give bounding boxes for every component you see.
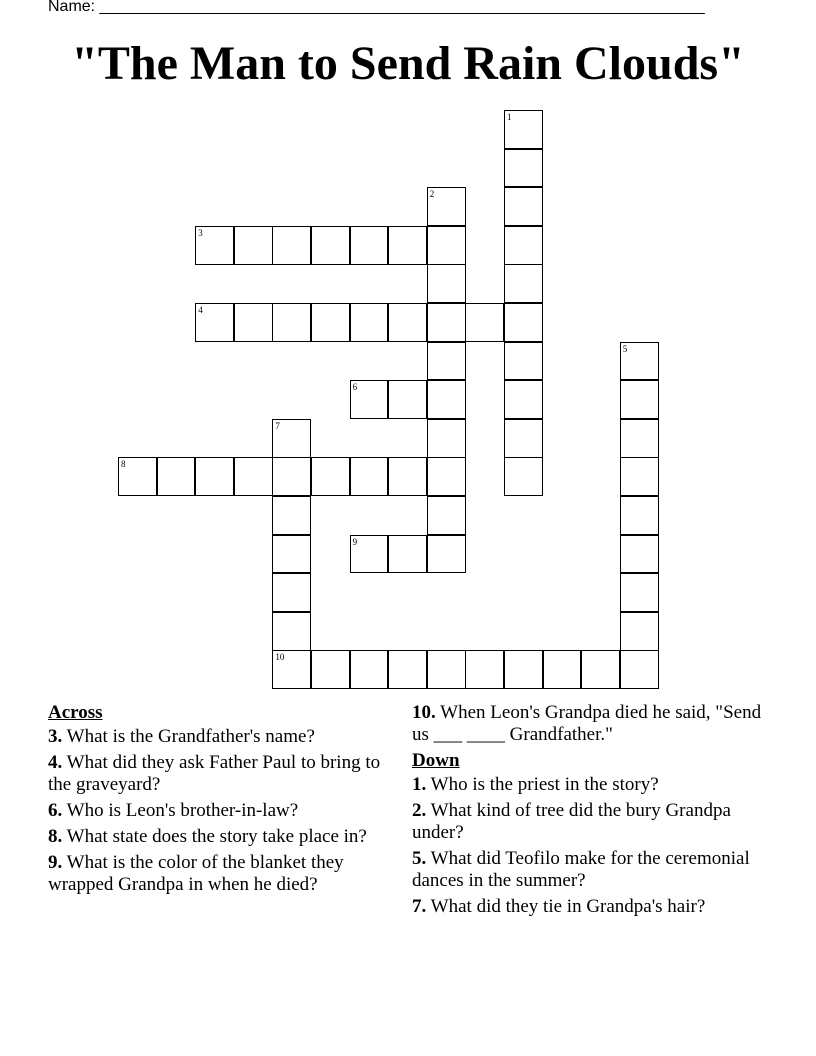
crossword-cell[interactable]: [195, 303, 234, 342]
clue-text: What did they tie in Grandpa's hair?: [430, 896, 706, 917]
clue-down-7: [412, 896, 772, 918]
crossword-cell[interactable]: [350, 380, 389, 419]
clue-text: When Leon's Grandpa died he said, "Send us ___ ____ Grandfather.": [412, 702, 762, 745]
crossword-cell[interactable]: [504, 226, 543, 265]
clue-down-1: [412, 774, 772, 796]
crossword-cell[interactable]: [620, 612, 659, 651]
cell-number: 1: [507, 112, 512, 122]
clue-number: 4.: [48, 752, 63, 773]
crossword-cell[interactable]: [620, 650, 659, 689]
crossword-cell[interactable]: [504, 264, 543, 303]
crossword-cell[interactable]: [272, 496, 311, 535]
crossword-cell[interactable]: [427, 187, 466, 226]
across-clues-column: [48, 702, 388, 900]
crossword-cell[interactable]: [272, 612, 311, 651]
crossword-cell[interactable]: [388, 457, 427, 496]
crossword-cell[interactable]: [504, 303, 543, 342]
crossword-cell[interactable]: [620, 496, 659, 535]
crossword-cell[interactable]: [388, 535, 427, 574]
clue-across-6: [48, 800, 388, 822]
crossword-cell[interactable]: [350, 303, 389, 342]
crossword-cell[interactable]: [504, 650, 543, 689]
crossword-cell[interactable]: [427, 264, 466, 303]
crossword-cell[interactable]: [504, 342, 543, 381]
crossword-cell[interactable]: [311, 303, 350, 342]
crossword-cell[interactable]: [311, 226, 350, 265]
down-clues-column: [412, 702, 772, 922]
clue-number: 5.: [412, 848, 427, 869]
cell-number: 4: [198, 305, 203, 315]
clue-down-5: [412, 848, 772, 892]
crossword-cell[interactable]: [427, 419, 466, 458]
cell-number: 3: [198, 227, 203, 238]
clue-text: What is the Grandfather's name?: [66, 726, 315, 747]
crossword-cell[interactable]: [427, 496, 466, 535]
crossword-cell[interactable]: [581, 650, 620, 689]
cell-number: 2: [429, 189, 435, 200]
crossword-cell[interactable]: [427, 342, 466, 381]
clue-text: What did Teofilo make for the ceremonial dances in the summer?: [412, 848, 750, 891]
crossword-cell[interactable]: [620, 457, 659, 496]
crossword-cell[interactable]: [388, 303, 427, 342]
cell-number: 5: [622, 343, 628, 354]
cell-number: 9: [352, 536, 358, 547]
clue-text: What did they ask Father Paul to bring to the graveyard?: [48, 752, 381, 795]
crossword-cell[interactable]: [427, 457, 466, 496]
crossword-cell[interactable]: [157, 457, 196, 496]
crossword-cell[interactable]: [272, 419, 311, 458]
clue-across-4: [48, 752, 388, 796]
crossword-cell[interactable]: [427, 303, 466, 342]
clue-down-2: [412, 800, 772, 844]
crossword-cell[interactable]: [195, 226, 234, 265]
crossword-cell[interactable]: [427, 535, 466, 574]
crossword-cell[interactable]: [388, 226, 427, 265]
crossword-cell[interactable]: [234, 226, 273, 265]
clue-text: What kind of tree did the bury Grandpa under?: [412, 800, 731, 843]
crossword-cell[interactable]: [118, 457, 157, 496]
crossword-cell[interactable]: [620, 573, 659, 612]
clue-text: Who is the priest in the story?: [430, 774, 659, 795]
clue-text: What is the color of the blanket they wrapped Grandpa in when he died?: [48, 852, 344, 895]
crossword-cell[interactable]: [620, 419, 659, 458]
cell-number: 7: [275, 420, 280, 431]
crossword-cell[interactable]: [272, 650, 311, 689]
clue-across-3: [48, 726, 388, 748]
clue-number: 8.: [48, 826, 63, 847]
cell-number: 10: [275, 652, 285, 663]
crossword-cell[interactable]: [504, 457, 543, 496]
crossword-cell[interactable]: [620, 342, 659, 381]
crossword-cell[interactable]: [195, 457, 234, 496]
clue-across-10: [412, 702, 772, 746]
crossword-cell[interactable]: [350, 650, 389, 689]
clue-text: What state does the story take place in?: [66, 826, 367, 847]
crossword-cell[interactable]: [272, 573, 311, 612]
crossword-cell[interactable]: [427, 226, 466, 265]
crossword-cell[interactable]: [272, 535, 311, 574]
clue-number: 6.: [48, 800, 63, 821]
cell-number: 8: [121, 459, 126, 470]
crossword-cell[interactable]: [427, 380, 466, 419]
crossword-cell[interactable]: [620, 380, 659, 419]
crossword-cell[interactable]: [388, 650, 427, 689]
crossword-cell[interactable]: [388, 380, 427, 419]
page-title: "The Man to Send Rain Clouds": [71, 37, 745, 90]
crossword-cell[interactable]: [350, 535, 389, 574]
clue-number: 3.: [48, 726, 63, 747]
crossword-cell[interactable]: [311, 457, 350, 496]
crossword-cell[interactable]: [504, 110, 543, 149]
clue-number: 10.: [412, 702, 436, 723]
clue-text: Who is Leon's brother-in-law?: [66, 800, 299, 821]
clue-number: 9.: [48, 852, 63, 873]
crossword-cell[interactable]: [311, 650, 350, 689]
crossword-cell[interactable]: [234, 303, 273, 342]
crossword-cell[interactable]: [504, 187, 543, 226]
name-field-label: Name: ____________________________________________________________________: [48, 0, 705, 15]
clue-across-8: [48, 826, 388, 848]
crossword-cell[interactable]: [620, 535, 659, 574]
crossword-cell[interactable]: [350, 457, 389, 496]
crossword-cell[interactable]: [543, 650, 582, 689]
crossword-cell[interactable]: [272, 457, 311, 496]
crossword-cell[interactable]: [465, 650, 504, 689]
crossword-cell[interactable]: [465, 303, 504, 342]
down-heading: Down: [412, 750, 460, 771]
crossword-cell[interactable]: [272, 303, 311, 342]
clue-across-9: [48, 852, 388, 896]
cell-number: 6: [352, 382, 358, 393]
crossword-cell[interactable]: [234, 457, 273, 496]
across-heading: Across: [48, 702, 103, 723]
crossword-cell[interactable]: [272, 226, 311, 265]
clue-number: 7.: [412, 896, 427, 917]
crossword-cell[interactable]: [350, 226, 389, 265]
crossword-cell[interactable]: [427, 650, 466, 689]
crossword-cell[interactable]: [504, 149, 543, 188]
crossword-cell[interactable]: [504, 380, 543, 419]
clue-number: 2.: [412, 800, 427, 821]
clue-number: 1.: [412, 774, 427, 795]
crossword-cell[interactable]: [504, 419, 543, 458]
